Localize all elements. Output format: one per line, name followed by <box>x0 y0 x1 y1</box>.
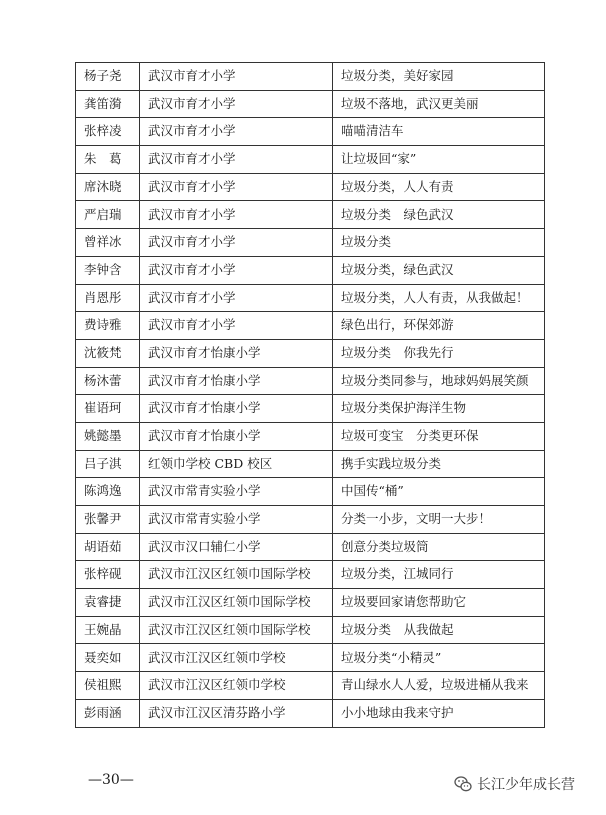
page-number: —30— <box>88 772 134 788</box>
school-cell: 武汉市育才小学 <box>140 284 333 312</box>
title-cell: 垃圾分类保护海洋生物 <box>333 395 545 423</box>
table-row <box>76 589 545 617</box>
name-cell: 陈鸿逸 <box>76 478 140 506</box>
school-cell: 武汉市江汉区红领巾学校 <box>140 672 333 700</box>
table-row <box>76 339 545 367</box>
school-cell: 武汉市育才怡康小学 <box>140 339 333 367</box>
name-cell: 龚笛漪 <box>76 90 140 118</box>
school-cell: 武汉市汉口辅仁小学 <box>140 533 333 561</box>
school-cell: 武汉市江汉区红领巾国际学校 <box>140 616 333 644</box>
name-cell: 王婉晶 <box>76 616 140 644</box>
table-body <box>76 63 545 728</box>
wechat-icon <box>454 775 472 793</box>
table-row <box>76 256 545 284</box>
title-cell: 青山绿水人人爱，垃圾进桶从我来 <box>333 672 545 700</box>
title-cell: 分类一小步，文明一大步！ <box>333 506 545 534</box>
table-row <box>76 561 545 589</box>
table-row <box>76 63 545 91</box>
name-cell: 沈筱梵 <box>76 339 140 367</box>
school-cell: 武汉市育才小学 <box>140 201 333 229</box>
title-cell: 创意分类垃圾筒 <box>333 533 545 561</box>
table-row <box>76 478 545 506</box>
table-row <box>76 367 545 395</box>
award-list-table <box>75 62 545 728</box>
table-row <box>76 118 545 146</box>
name-cell: 张馨尹 <box>76 506 140 534</box>
school-cell: 武汉市育才小学 <box>140 63 333 91</box>
name-cell: 吕子淇 <box>76 450 140 478</box>
title-cell: 垃圾分类 <box>333 229 545 257</box>
name-cell: 曾祥冰 <box>76 229 140 257</box>
name-cell: 胡语茹 <box>76 533 140 561</box>
school-cell: 武汉市育才小学 <box>140 118 333 146</box>
name-cell: 费诗雅 <box>76 312 140 340</box>
name-cell: 席沐晓 <box>76 173 140 201</box>
table-row <box>76 672 545 700</box>
title-cell: 垃圾分类，江城同行 <box>333 561 545 589</box>
school-cell: 武汉市育才小学 <box>140 146 333 174</box>
table-row <box>76 450 545 478</box>
title-cell: 垃圾分类，人人有责 <box>333 173 545 201</box>
title-cell: 让垃圾回“家” <box>333 146 545 174</box>
table-row <box>76 422 545 450</box>
brand-text: 长江少年成长营 <box>477 777 575 793</box>
name-cell: 姚懿墨 <box>76 422 140 450</box>
school-cell: 武汉市常青实验小学 <box>140 506 333 534</box>
school-cell: 武汉市育才小学 <box>140 256 333 284</box>
name-cell: 袁睿捷 <box>76 589 140 617</box>
title-cell: 垃圾分类，人人有责，从我做起！ <box>333 284 545 312</box>
table-row <box>76 284 545 312</box>
table-row <box>76 395 545 423</box>
school-cell: 武汉市江汉区红领巾国际学校 <box>140 589 333 617</box>
school-cell: 武汉市育才小学 <box>140 90 333 118</box>
title-cell: 垃圾可变宝 分类更环保 <box>333 422 545 450</box>
school-cell: 武汉市育才怡康小学 <box>140 395 333 423</box>
school-cell: 武汉市育才小学 <box>140 312 333 340</box>
school-cell: 武汉市育才小学 <box>140 173 333 201</box>
name-cell: 朱 葛 <box>76 146 140 174</box>
name-cell: 李钟含 <box>76 256 140 284</box>
name-cell: 杨沐蕾 <box>76 367 140 395</box>
title-cell: 垃圾要回家请您帮助它 <box>333 589 545 617</box>
school-cell: 武汉市育才小学 <box>140 229 333 257</box>
table-row <box>76 506 545 534</box>
title-cell: 垃圾分类“小精灵” <box>333 644 545 672</box>
school-cell: 武汉市江汉区红领巾学校 <box>140 644 333 672</box>
title-cell: 中国传“桶” <box>333 478 545 506</box>
table-row <box>76 616 545 644</box>
name-cell: 彭雨涵 <box>76 699 140 727</box>
school-cell: 武汉市江汉区清芬路小学 <box>140 699 333 727</box>
title-cell: 垃圾分类，美好家园 <box>333 63 545 91</box>
name-cell: 张梓砚 <box>76 561 140 589</box>
name-cell: 严启瑞 <box>76 201 140 229</box>
brand-watermark <box>454 774 575 794</box>
title-cell: 垃圾分类，绿色武汉 <box>333 256 545 284</box>
title-cell: 垃圾分类同参与，地球妈妈展笑颜 <box>333 367 545 395</box>
school-cell: 武汉市育才怡康小学 <box>140 367 333 395</box>
name-cell: 聂奕如 <box>76 644 140 672</box>
title-cell: 喵喵清洁车 <box>333 118 545 146</box>
title-cell: 垃圾分类 从我做起 <box>333 616 545 644</box>
table-row <box>76 146 545 174</box>
table-row <box>76 312 545 340</box>
table-row <box>76 201 545 229</box>
name-cell: 杨子尧 <box>76 63 140 91</box>
name-cell: 肖恩彤 <box>76 284 140 312</box>
name-cell: 张梓凌 <box>76 118 140 146</box>
school-cell: 武汉市育才怡康小学 <box>140 422 333 450</box>
table-row <box>76 533 545 561</box>
title-cell: 垃圾不落地，武汉更美丽 <box>333 90 545 118</box>
school-cell: 红领巾学校 CBD 校区 <box>140 450 333 478</box>
name-cell: 崔语珂 <box>76 395 140 423</box>
table-row <box>76 699 545 727</box>
title-cell: 垃圾分类 绿色武汉 <box>333 201 545 229</box>
school-cell: 武汉市江汉区红领巾国际学校 <box>140 561 333 589</box>
title-cell: 携手实践垃圾分类 <box>333 450 545 478</box>
name-cell: 侯祖熙 <box>76 672 140 700</box>
title-cell: 绿色出行，环保郊游 <box>333 312 545 340</box>
title-cell: 垃圾分类 你我先行 <box>333 339 545 367</box>
table-row <box>76 90 545 118</box>
table-row <box>76 644 545 672</box>
title-cell: 小小地球由我来守护 <box>333 699 545 727</box>
table-row <box>76 173 545 201</box>
table-row <box>76 229 545 257</box>
school-cell: 武汉市常青实验小学 <box>140 478 333 506</box>
